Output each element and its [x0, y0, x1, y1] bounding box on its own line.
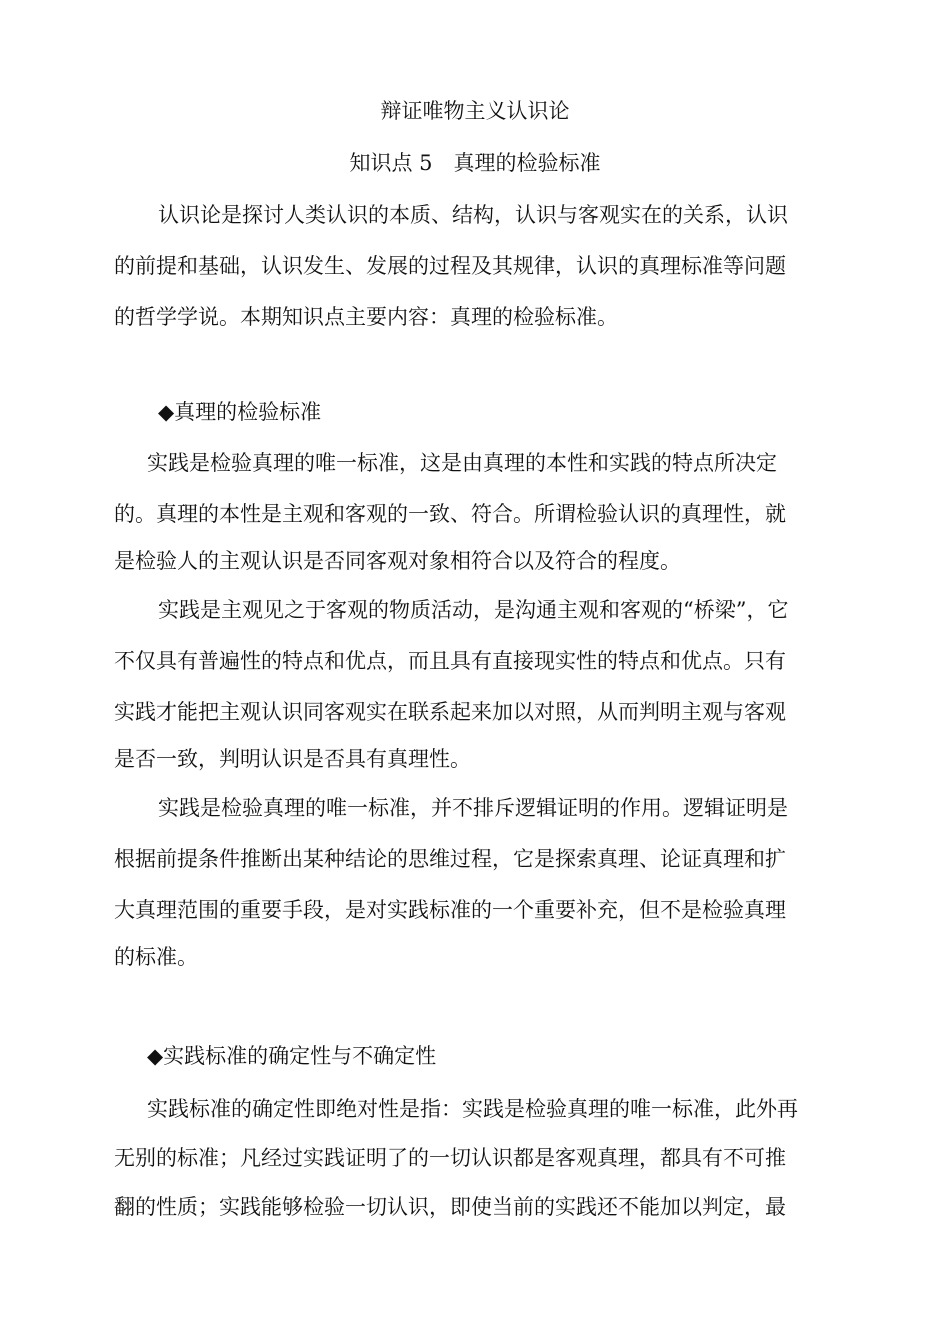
- paragraph-line: 实践标准的确定性即绝对性是指：实践是检验真理的唯一标准，此外再: [147, 1097, 798, 1121]
- paragraph-line: 是否一致，判明认识是否具有真理性。: [114, 747, 471, 771]
- paragraph-line: 无别的标准；凡经过实践证明了的一切认识都是客观真理，都具有不可推: [114, 1146, 786, 1170]
- paragraph-line: 不仅具有普遍性的特点和优点，而且具有直接现实性的特点和优点。只有: [114, 649, 786, 673]
- paragraph-line: 大真理范围的重要手段，是对实践标准的一个重要补充，但不是检验真理: [114, 898, 786, 922]
- paragraph-line: 根据前提条件推断出某种结论的思维过程，它是探索真理、论证真理和扩: [114, 847, 786, 871]
- paragraph-line: 实践是检验真理的唯一标准，并不排斥逻辑证明的作用。逻辑证明是: [158, 796, 788, 820]
- section-heading: ◆真理的检验标准: [158, 400, 322, 424]
- paragraph-line: 的标准。: [114, 945, 198, 969]
- paragraph-line: 是检验人的主观认识是否同客观对象相符合以及符合的程度。: [114, 549, 681, 573]
- paragraph-line: 的前提和基础，认识发生、发展的过程及其规律，认识的真理标准等问题: [114, 254, 786, 278]
- paragraph-line: 实践是主观见之于客观的物质活动，是沟通主观和客观的“桥梁”，它: [158, 598, 789, 622]
- paragraph-line: 认识论是探讨人类认识的本质、结构，认识与客观实在的关系，认识: [158, 203, 788, 227]
- paragraph-line: 实践才能把主观认识同客观实在联系起来加以对照，从而判明主观与客观: [114, 700, 786, 724]
- paragraph-line: 实践是检验真理的唯一标准，这是由真理的本性和实践的特点所决定: [147, 451, 777, 475]
- document-subtitle: 知识点 5 真理的检验标准: [349, 151, 601, 175]
- document-title: 辩证唯物主义认识论: [380, 99, 570, 123]
- paragraph-line: 的哲学学说。本期知识点主要内容：真理的检验标准。: [114, 305, 618, 329]
- paragraph-line: 的。真理的本性是主观和客观的一致、符合。所谓检验认识的真理性，就: [114, 502, 786, 526]
- paragraph-line: 翻的性质；实践能够检验一切认识，即使当前的实践还不能加以判定，最: [114, 1195, 786, 1219]
- section-heading: ◆实践标准的确定性与不确定性: [147, 1044, 437, 1068]
